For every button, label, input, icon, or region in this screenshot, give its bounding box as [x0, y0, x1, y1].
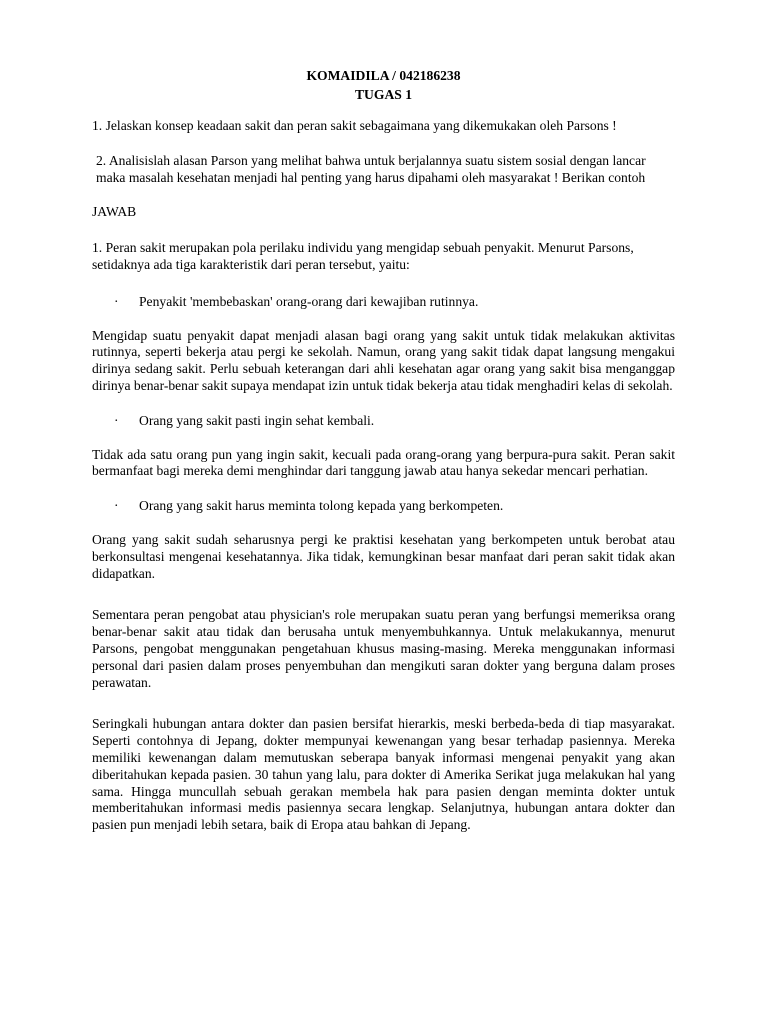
- bullet-marker: ·: [114, 412, 119, 428]
- bullet-point-1: [92, 294, 675, 311]
- bullet-point-2: [92, 413, 675, 430]
- bullet-text: Orang yang sakit harus meminta tolong kepada yang berkompeten.: [139, 498, 504, 514]
- bullet-point-3: [92, 498, 675, 515]
- question-1: 1. Jelaskan konsep keadaan sakit dan peran sakit sebagaimana yang dikemukakan oleh Parsons !: [92, 118, 617, 133]
- bullet-text: Penyakit 'membebaskan' orang-orang dari kewajiban rutinnya.: [139, 293, 479, 309]
- point-3-body: Orang yang sakit sudah seharusnya pergi ke praktisi kesehatan yang berkompeten untuk berobat atau berkonsultasi mengenai kesehatannya. Jika tidak, kemungkinan besar manfaat dari peran sakit tidak akan didapatkan.: [92, 531, 675, 581]
- assignment-title: TUGAS 1: [354, 87, 413, 102]
- bullet-marker: ·: [114, 498, 119, 514]
- answer-intro: 1. Peran sakit merupakan pola perilaku individu yang mengidap sebuah penyakit. Menurut Parsons, setidaknya ada tiga karakteristik dari peran tersebut, yaitu:: [92, 240, 634, 272]
- question-2: 2. Analisislah alasan Parson yang melihat bahwa untuk berjalannya suatu sistem sosial dengan lancar maka masalah kesehatan menjadi hal penting yang harus dipahami oleh masyarakat ! Berikan contoh: [96, 152, 646, 185]
- point-2-body: Tidak ada satu orang pun yang ingin sakit, kecuali pada orang-orang yang berpura-pura sakit. Peran sakit bermanfaat bagi mereka demi menghindar dari tanggung jawab atau hanya sekedar mencari perhatian.: [92, 446, 675, 479]
- point-1-body: Mengidap suatu penyakit dapat menjadi alasan bagi orang yang sakit untuk tidak melakukan aktivitas rutinnya, seperti bekerja atau pergi ke sekolah. Namun, orang yang sakit tidak dapat langsung mengakui dirinya sedang sakit. Perlu sebuah keterangan dari ahli kesehatan agar orang yang sakit bisa menganggap dirinya benar-benar sakit supaya mendapat izin untuk tidak bekerja atau tidak menghadiri kelas di sekolah.: [92, 327, 675, 393]
- title-block: [92, 66, 675, 104]
- physician-role-paragraph: Sementara peran pengobat atau physician's role merupakan suatu peran yang berfungsi memeriksa orang benar-benar sakit atau tidak dan berusaha untuk menyembuhkannya. Untuk melakukannya, menurut Parsons, pengobat menggunakan pengetahuan khusus masing-masing. Mereka menggunakan informasi personal dari pasien dalam proses penyembuhan dan mengikuti saran dokter yang berguna dalam proses perawatan.: [92, 607, 675, 690]
- bullet-marker: ·: [114, 293, 119, 309]
- doctor-patient-paragraph: Seringkali hubungan antara dokter dan pasien bersifat hierarkis, meski berbeda-beda di tiap masyarakat. Seperti contohnya di Jepang, dokter mempunyai kewenangan yang besar terhadap pasiennya. Mereka memiliki kewenangan dalam memutuskan seberapa banyak informasi mengenai penyakit yang akan diberitahukan kepada pasien. 30 tahun yang lalu, para dokter di Amerika Serikat juga melakukan hal yang sama. Hingga muncullah sebuah gerakan membela hak para pasien dengan meminta dokter untuk memberitahukan informasi medis pasiennya secara lengkap. Selanjutnya, hubungan antara dokter dan pasien pun menjadi lebih setara, baik di Eropa atau bahkan di Jepang.: [92, 716, 675, 833]
- bullet-text: Orang yang sakit pasti ingin sehat kembali.: [139, 412, 375, 428]
- author-line: KOMAIDILA / 042186238: [306, 68, 461, 83]
- document-content: [92, 66, 675, 834]
- answer-heading: JAWAB: [92, 204, 137, 220]
